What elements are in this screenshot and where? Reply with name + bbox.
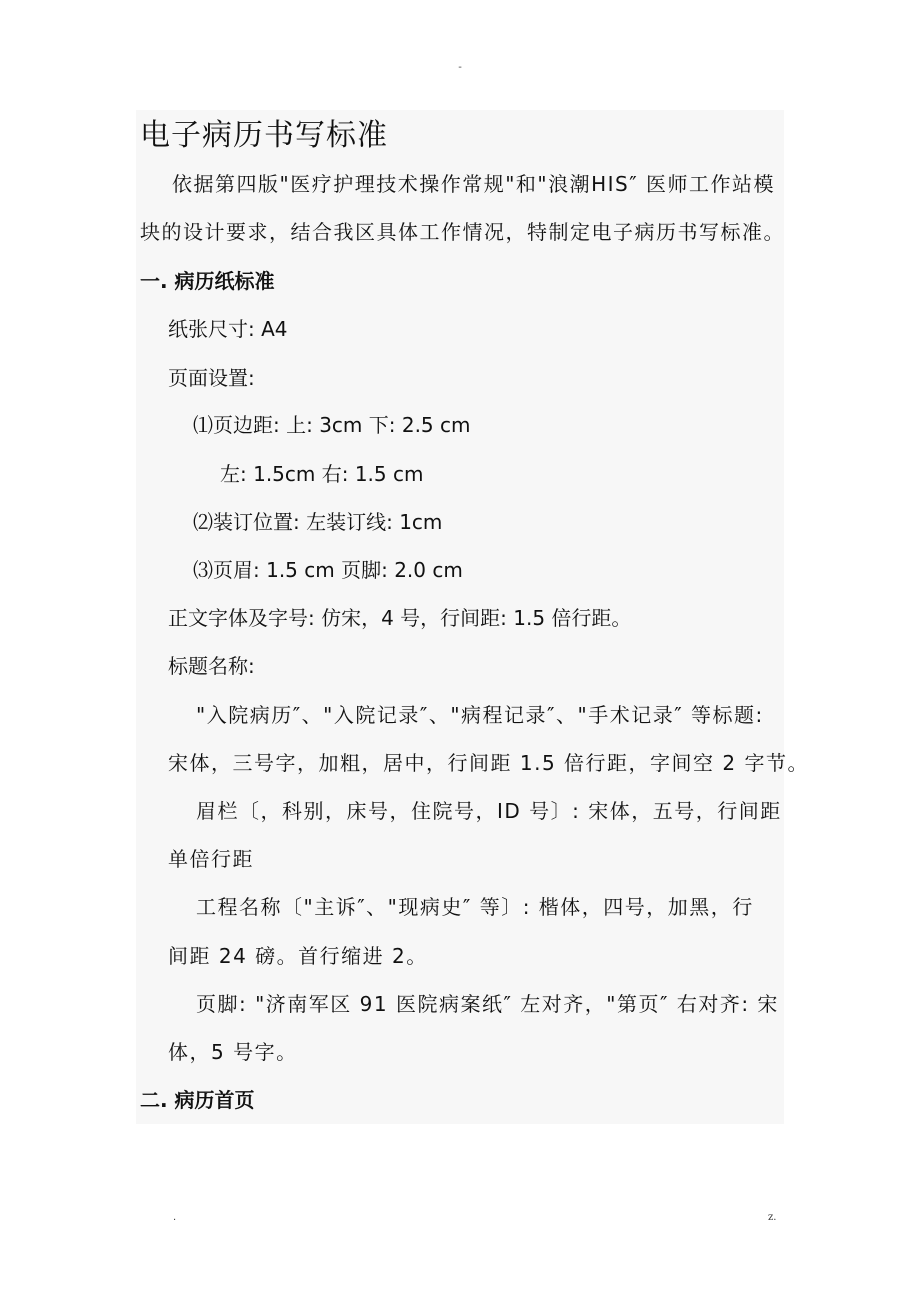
margin-top-bottom-text: ⑴页边距: 上: 3cm 下: 2.5 cm [193,413,471,437]
intro-paragraph-line-2: 块的设计要求，结合我区具体工作情况，特制定电子病历书写标准。 [140,220,785,244]
page-footer-right-mark: z. [768,1212,777,1223]
page-footer-left-mark: . [173,1212,177,1223]
page-header-mark: - [458,62,462,73]
footer-rule-line-2: 体，5 号字。 [168,1040,298,1064]
header-bar-rule-line-1: 眉栏〔，科别，床号，住院号，ID 号〕: 宋体，五号，行间距 [196,799,782,823]
margin-left-right-text: 左: 1.5cm 右: 1.5 cm [220,462,424,486]
page-setup-label: 页面设置: [168,366,255,390]
item-name-rule-line-2: 间距 24 磅。首行缩进 2。 [168,944,428,968]
section-heading-paper-standard: 一. 病历纸标准 [140,269,275,293]
item-name-rule-line-1: 工程名称〔"主诉″、"现病史″ 等〕: 楷体，四号，加黑，行 [196,895,754,919]
footer-rule-line-1: 页脚: "济南军区 91 医院病案纸″ 左对齐，"第页″ 右对齐: 宋 [196,992,779,1016]
intro-paragraph-line-1: 依据第四版"医疗护理技术操作常规"和"浪潮HIS″ 医师工作站模 [172,172,776,196]
title-rule-line-1: "入院病历″、"入院记录″、"病程记录″、"手术记录″ 等标题: [196,703,764,727]
title-rule-line-2: 宋体，三号字，加粗，居中，行间距 1.5 倍行距，字间空 2 字节。 [168,751,809,775]
paper-size-text: 纸张尺寸: A4 [168,317,288,341]
header-bar-rule-line-2: 单倍行距 [168,847,254,871]
binding-position-text: ⑵装订位置: 左装订线: 1cm [193,510,443,534]
document-title: 电子病历书写标准 [140,118,388,153]
body-font-text: 正文字体及字号: 仿宋，4 号，行间距: 1.5 倍行距。 [168,606,632,630]
title-name-label: 标题名称: [168,654,255,678]
section-heading-medical-record-front-page: 二. 病历首页 [140,1088,255,1112]
header-footer-distance-text: ⑶页眉: 1.5 cm 页脚: 2.0 cm [193,558,463,582]
